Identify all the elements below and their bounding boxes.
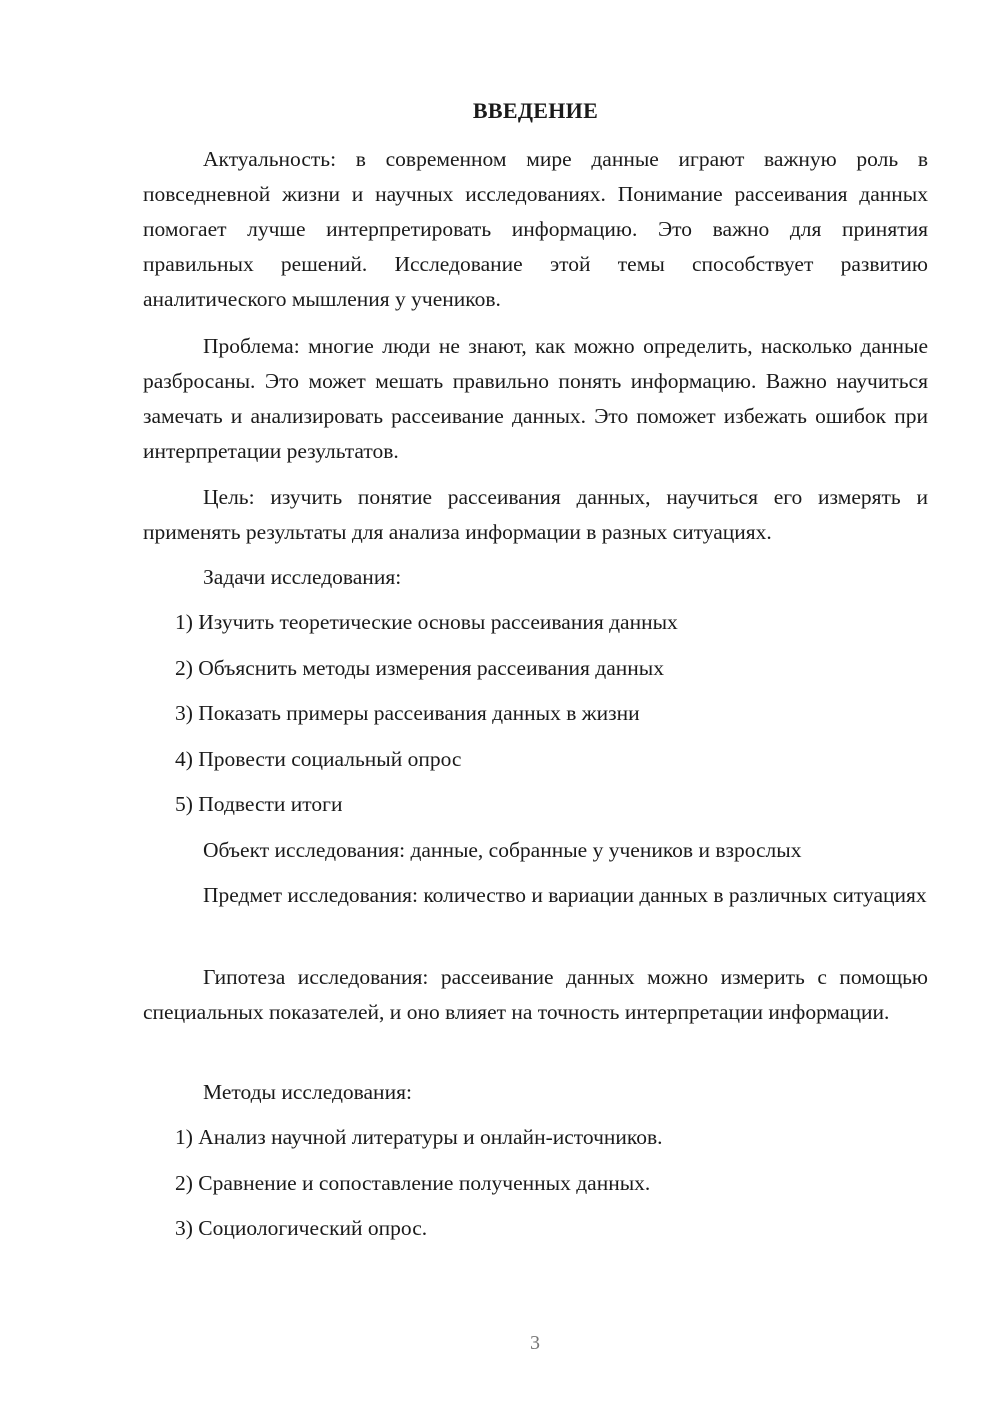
task-item-1: 1) Изучить теоретические основы рассеивания данных	[175, 610, 678, 634]
object-line: Объект исследования: данные, собранные у учеников и взрослых	[203, 838, 802, 862]
method-item-3: 3) Социологический опрос.	[175, 1216, 428, 1240]
goal-paragraph: Цель: изучить понятие рассеивания данных, научиться его измерять и применять результаты для анализа информации в разных ситуациях.	[143, 485, 928, 544]
problem-paragraph: Проблема: многие люди не знают, как можно определить, насколько данные разбросаны. Это может мешать правильно понять информацию. Важно научиться замечать и анализировать рассеивание данных. Это поможет избежать ошибок при интерпретации результатов.	[143, 334, 928, 463]
method-item-1: 1) Анализ научной литературы и онлайн-источников.	[175, 1125, 663, 1149]
subject-paragraph: Предмет исследования: количество и вариации данных в различных ситуациях	[203, 883, 927, 907]
task-item-5: 5) Подвести итоги	[175, 792, 343, 816]
tasks-heading: Задачи исследования:	[203, 565, 402, 589]
methods-heading: Методы исследования:	[203, 1080, 412, 1104]
page-number: 3	[530, 1332, 540, 1354]
relevance-paragraph: Актуальность: в современном мире данные играют важную роль в повседневной жизни и научных исследованиях. Понимание рассеивания данных помогает лучше интерпретировать информацию. Это важно для принятия правильных решений. Исследование этой темы способствует развитию аналитического мышления у учеников.	[143, 147, 928, 311]
method-item-2: 2) Сравнение и сопоставление полученных данных.	[175, 1171, 651, 1195]
task-item-3: 3) Показать примеры рассеивания данных в жизни	[175, 701, 640, 725]
task-item-2: 2) Объяснить методы измерения рассеивания данных	[175, 656, 664, 680]
task-item-4: 4) Провести социальный опрос	[175, 747, 462, 771]
page-title: ВВЕДЕНИЕ	[472, 98, 599, 123]
hypothesis-paragraph: Гипотеза исследования: рассеивание данных можно измерить с помощью специальных показателей, и оно влияет на точность интерпретации информации.	[143, 965, 928, 1024]
